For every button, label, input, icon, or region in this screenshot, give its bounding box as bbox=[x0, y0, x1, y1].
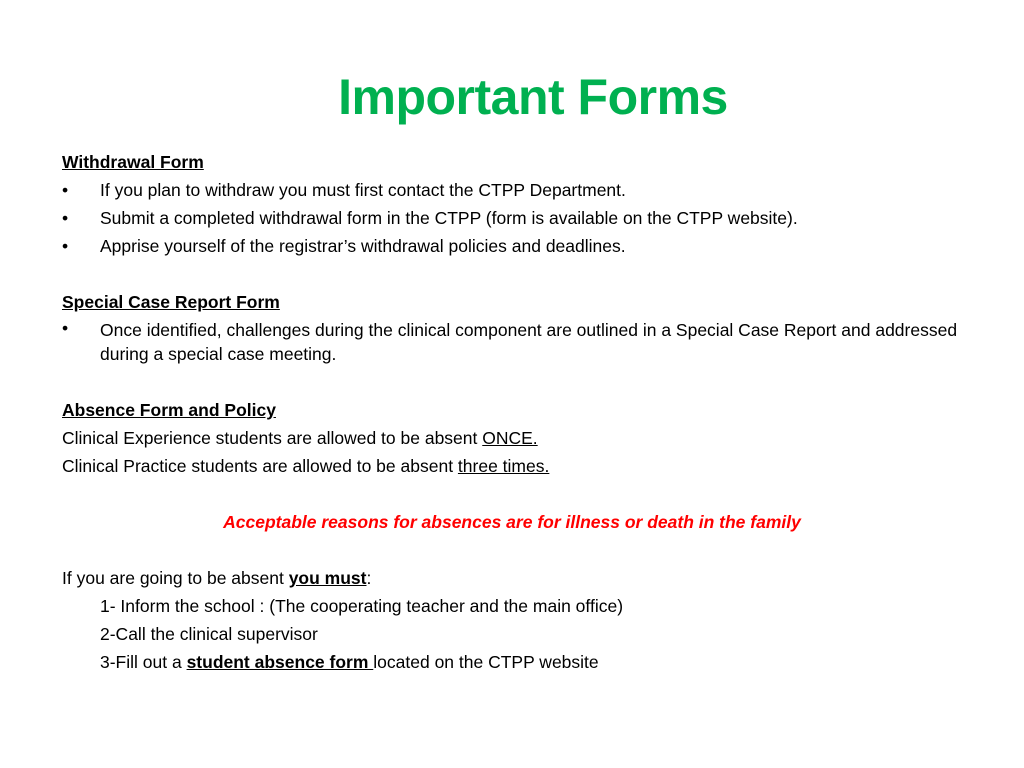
absence-line-text: Clinical Practice students are allowed to be absent bbox=[62, 456, 458, 476]
absence-line-experience bbox=[62, 424, 962, 452]
absence-limit-three: three times. bbox=[457, 456, 550, 476]
spacer bbox=[62, 480, 962, 508]
absence-must-line bbox=[62, 564, 962, 592]
withdrawal-heading: Withdrawal Form bbox=[62, 152, 204, 172]
bullet-icon: • bbox=[62, 208, 69, 228]
list-item-text: Submit a completed withdrawal form in the CTPP (form is available on the CTPP website). bbox=[100, 208, 798, 228]
bullet-icon: • bbox=[62, 318, 69, 338]
bullet-icon: • bbox=[62, 180, 69, 200]
must-prefix: If you are going to be absent bbox=[62, 568, 289, 588]
absence-heading: Absence Form and Policy bbox=[62, 400, 276, 420]
special-case-heading: Special Case Report Form bbox=[62, 292, 280, 312]
spacer bbox=[62, 536, 962, 564]
absence-step bbox=[62, 648, 962, 676]
absence-step: 2-Call the clinical supervisor bbox=[100, 624, 318, 644]
must-suffix: : bbox=[366, 568, 372, 588]
list-item bbox=[62, 316, 962, 368]
spacer bbox=[62, 260, 962, 288]
page-title: Important Forms bbox=[338, 69, 728, 125]
must-emphasis: you must bbox=[288, 568, 367, 588]
list-item bbox=[62, 176, 962, 204]
absence-limit-once: ONCE. bbox=[482, 428, 538, 448]
slide-content bbox=[62, 148, 962, 676]
spacer bbox=[62, 368, 962, 396]
step-text: located on the CTPP website bbox=[373, 652, 599, 672]
absence-line-practice bbox=[62, 452, 962, 480]
list-item bbox=[62, 204, 962, 232]
list-item-text: If you plan to withdraw you must first contact the CTPP Department. bbox=[100, 180, 626, 200]
list-item-text: Once identified, challenges during the clinical component are outlined in a Special Case Report and addressed during a special case meeting. bbox=[100, 320, 958, 364]
bullet-icon: • bbox=[62, 236, 69, 256]
absence-step: 1- Inform the school : (The cooperating teacher and the main office) bbox=[100, 596, 624, 616]
absence-line-text: Clinical Experience students are allowed to be absent bbox=[62, 428, 483, 448]
student-absence-form-link[interactable]: student absence form bbox=[186, 652, 374, 672]
list-item-text: Apprise yourself of the registrar’s withdrawal policies and deadlines. bbox=[100, 236, 626, 256]
absence-notice: Acceptable reasons for absences are for illness or death in the family bbox=[223, 512, 801, 532]
step-text: 3-Fill out a bbox=[100, 652, 187, 672]
list-item bbox=[62, 232, 962, 260]
